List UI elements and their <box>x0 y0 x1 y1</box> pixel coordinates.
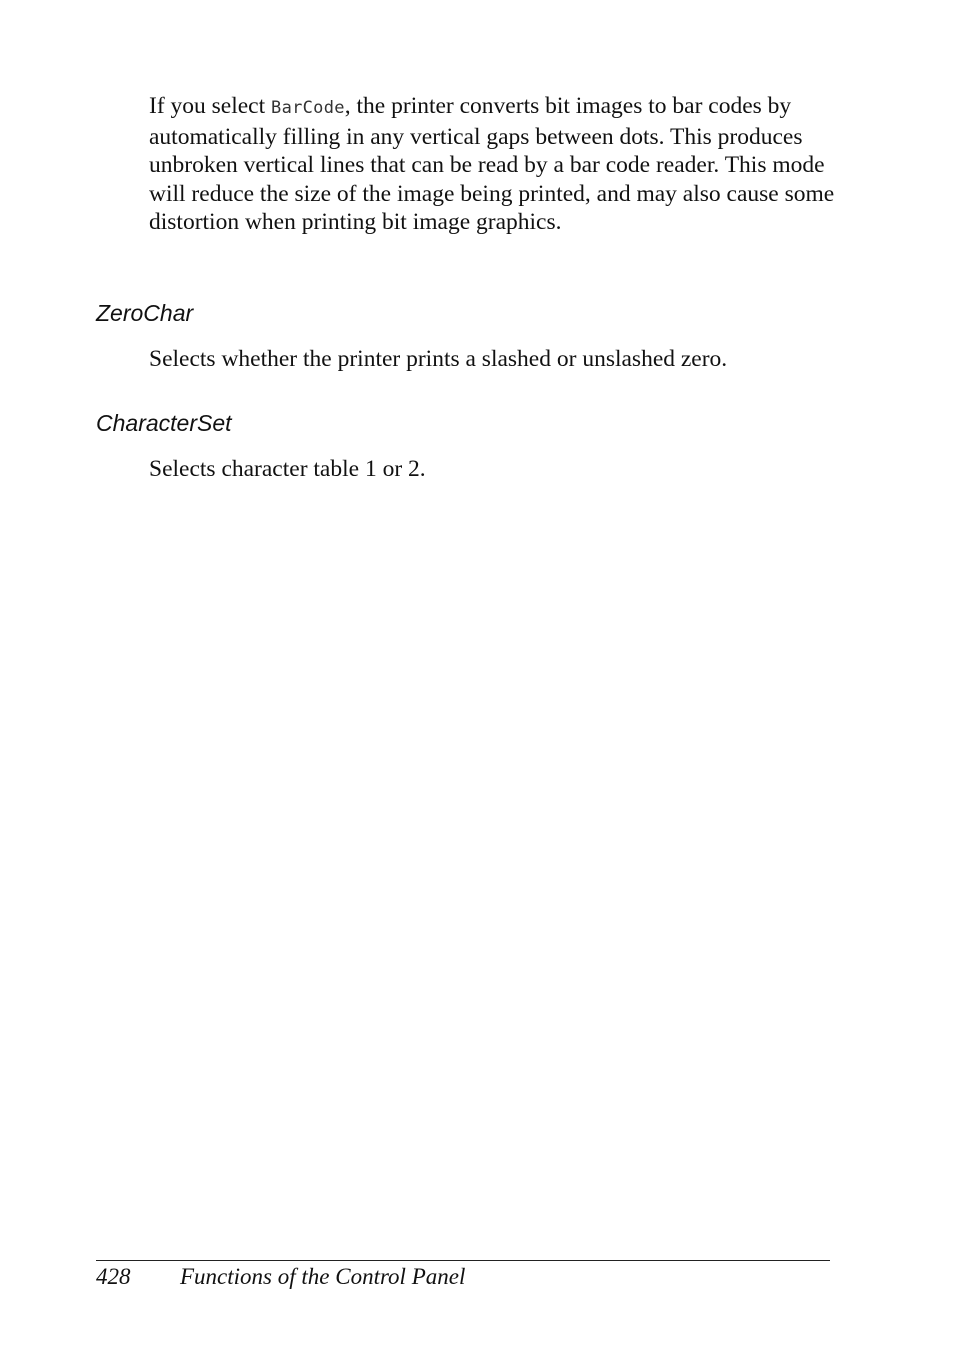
barcode-code-term: BarCode <box>271 98 345 118</box>
page-number: 428 <box>96 1264 131 1289</box>
intro-paragraph <box>149 92 839 237</box>
footer-rule <box>96 1260 830 1261</box>
zerochar-heading: ZeroChar <box>96 300 194 326</box>
zerochar-description: Selects whether the printer prints a slashed or unslashed zero. <box>149 346 728 372</box>
page-footer <box>96 1264 465 1290</box>
intro-text-before: If you select <box>149 93 272 119</box>
intro-text-after: , the printer converts bit images to bar codes by automatically filling in any vertical gaps between dots. This produces unbroken vertical lines that can be read by a bar code reader. This mode will reduce the size of the image being printed, and may also cause some distortion when printing bit image graphics. <box>149 93 835 235</box>
characterset-heading: CharacterSet <box>96 410 232 436</box>
characterset-description: Selects character table 1 or 2. <box>149 456 426 482</box>
chapter-title: Functions of the Control Panel <box>180 1264 466 1289</box>
